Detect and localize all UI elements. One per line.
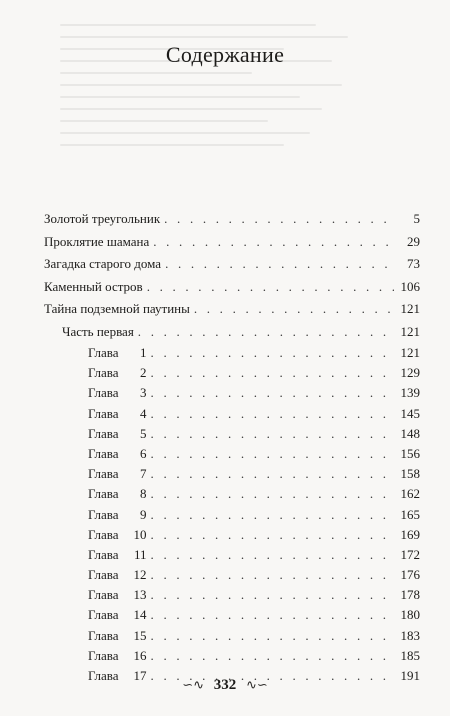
toc-chapter-entry[interactable]	[44, 343, 420, 363]
toc-chapter-page: 183	[400, 627, 420, 643]
toc-chapter-entry[interactable]	[44, 646, 420, 666]
toc-chapter-entry[interactable]	[44, 383, 420, 403]
chapter-number: 10	[133, 526, 147, 542]
toc-chapter-label	[88, 444, 147, 464]
toc-chapter-page: 185	[400, 647, 420, 663]
chapter-number: 9	[140, 506, 147, 522]
toc-chapter-page: 172	[400, 546, 420, 562]
toc-part-entry[interactable]	[44, 321, 420, 344]
toc-chapter-label	[88, 464, 147, 484]
toc-chapter-label	[88, 646, 147, 666]
toc-chapter-entry[interactable]	[44, 505, 420, 525]
toc-chapter-page: 178	[400, 587, 420, 603]
chapter-number: 3	[140, 385, 147, 401]
chapter-number: 16	[133, 647, 147, 663]
toc-chapter-label	[88, 605, 147, 625]
dot-leader	[194, 298, 394, 321]
toc-chapter-page: 139	[400, 385, 420, 401]
toc-chapter-label	[88, 484, 147, 504]
dot-leader	[153, 231, 394, 254]
toc-chapter-entry[interactable]	[44, 444, 420, 464]
toc-chapter-label	[88, 424, 147, 444]
toc-entry-page: 29	[407, 233, 420, 249]
toc-chapter-page: 148	[400, 425, 420, 441]
chapter-number: 6	[140, 445, 147, 461]
toc-chapter-entry[interactable]	[44, 404, 420, 424]
toc-chapter-entry[interactable]	[44, 464, 420, 484]
chapter-number: 1	[140, 345, 147, 360]
toc-chapter-page: 156	[400, 445, 420, 461]
toc-chapter-entry[interactable]	[44, 605, 420, 625]
dot-leader	[151, 484, 394, 504]
chapter-number: 17	[133, 668, 147, 683]
chapter-word: Глава	[88, 668, 119, 683]
toc-chapter-page: 121	[400, 345, 420, 360]
chapter-word: Глава	[88, 445, 119, 461]
dot-leader	[151, 505, 394, 525]
chapter-number: 12	[133, 567, 147, 583]
toc-part-title: Часть первая	[62, 323, 134, 339]
toc-chapter-entry[interactable]	[44, 484, 420, 504]
toc-entry-title: Золотой треугольник	[44, 211, 161, 226]
toc-entry[interactable]	[44, 253, 420, 276]
toc-chapter-label	[88, 525, 147, 545]
chapter-word: Глава	[88, 587, 119, 603]
chapter-number: 15	[133, 627, 147, 643]
toc-entry[interactable]	[44, 208, 420, 231]
dot-leader	[151, 565, 394, 585]
dot-leader	[164, 208, 394, 231]
dot-leader	[151, 444, 394, 464]
chapter-word: Глава	[88, 486, 119, 502]
chapter-word: Глава	[88, 607, 119, 623]
toc-chapter-page: 165	[400, 506, 420, 522]
chapter-word: Глава	[88, 365, 119, 381]
chapter-word: Глава	[88, 546, 119, 562]
toc-chapter-label	[88, 343, 147, 363]
chapter-number: 11	[134, 546, 147, 562]
toc-chapter-label	[88, 363, 147, 383]
chapter-word: Глава	[88, 466, 119, 482]
dot-leader	[151, 363, 394, 383]
toc-chapter-page: 162	[400, 486, 420, 502]
toc-chapter-page: 180	[400, 607, 420, 623]
toc-entry-page: 121	[400, 301, 420, 316]
toc-entry-page: 106	[400, 278, 420, 294]
chapter-number: 5	[140, 425, 147, 441]
toc-chapter-entry[interactable]	[44, 525, 420, 545]
toc-chapter-page: 129	[400, 365, 420, 381]
toc-chapter-page: 176	[400, 567, 420, 583]
toc-chapter-entry[interactable]	[44, 424, 420, 444]
chapter-word: Глава	[88, 526, 119, 542]
dot-leader	[151, 626, 394, 646]
toc-chapter-page: 191	[400, 668, 420, 683]
table-of-contents	[44, 208, 420, 686]
page-footer	[0, 677, 450, 694]
chapter-number: 13	[133, 587, 147, 603]
chapter-word: Глава	[88, 567, 119, 583]
dot-leader	[151, 383, 394, 403]
chapter-word: Глава	[88, 627, 119, 643]
toc-chapter-entry[interactable]	[44, 363, 420, 383]
toc-chapter-page: 145	[400, 405, 420, 421]
toc-chapter-label	[88, 383, 147, 403]
toc-chapter-label	[88, 505, 147, 525]
dot-leader	[151, 424, 394, 444]
ornament-swirl-right-icon: ∿∽	[246, 677, 268, 692]
toc-chapter-label	[88, 626, 147, 646]
toc-entry[interactable]	[44, 276, 420, 299]
toc-entry-title: Каменный остров	[44, 278, 143, 294]
chapter-number: 14	[133, 607, 147, 623]
toc-chapter-entry[interactable]	[44, 565, 420, 585]
dot-leader	[151, 545, 394, 565]
toc-chapter-label	[88, 545, 147, 565]
toc-chapter-page: 158	[400, 466, 420, 482]
toc-entry-page: 5	[413, 211, 420, 226]
page-number: 332	[213, 677, 237, 693]
dot-leader	[151, 605, 394, 625]
toc-part-page: 121	[400, 323, 420, 339]
dot-leader	[165, 253, 394, 276]
toc-entry[interactable]	[44, 298, 420, 321]
dot-leader	[151, 404, 394, 424]
toc-entry-title: Проклятие шамана	[44, 233, 150, 249]
dot-leader	[151, 343, 394, 363]
toc-chapter-label	[88, 585, 147, 605]
chapter-number: 7	[140, 466, 147, 482]
toc-chapter-label	[88, 404, 147, 424]
toc-entry-title: Тайна подземной паутины	[44, 301, 190, 316]
dot-leader	[138, 321, 394, 344]
toc-chapter-entry[interactable]	[44, 545, 420, 565]
toc-entry-page: 73	[407, 256, 420, 271]
chapter-word: Глава	[88, 345, 119, 360]
page-title: Содержание	[165, 42, 285, 67]
chapter-word: Глава	[88, 647, 119, 663]
toc-chapter-entry[interactable]	[44, 585, 420, 605]
chapter-word: Глава	[88, 425, 119, 441]
chapter-word: Глава	[88, 385, 119, 401]
toc-entry-title: Загадка старого дома	[44, 256, 162, 271]
dot-leader	[151, 646, 394, 666]
toc-chapter-page: 169	[400, 526, 420, 542]
chapter-number: 4	[140, 405, 147, 421]
chapter-word: Глава	[88, 405, 119, 421]
dot-leader	[151, 464, 394, 484]
chapter-list	[44, 343, 420, 686]
ornament-swirl-left-icon: ∽∿	[182, 677, 204, 692]
chapter-number: 8	[140, 486, 147, 502]
dot-leader	[151, 525, 394, 545]
dot-leader	[151, 585, 394, 605]
toc-entry[interactable]	[44, 231, 420, 254]
toc-chapter-entry[interactable]	[44, 626, 420, 646]
chapter-number: 2	[140, 365, 147, 381]
dot-leader	[147, 276, 394, 299]
chapter-word: Глава	[88, 506, 119, 522]
toc-chapter-label	[88, 565, 147, 585]
